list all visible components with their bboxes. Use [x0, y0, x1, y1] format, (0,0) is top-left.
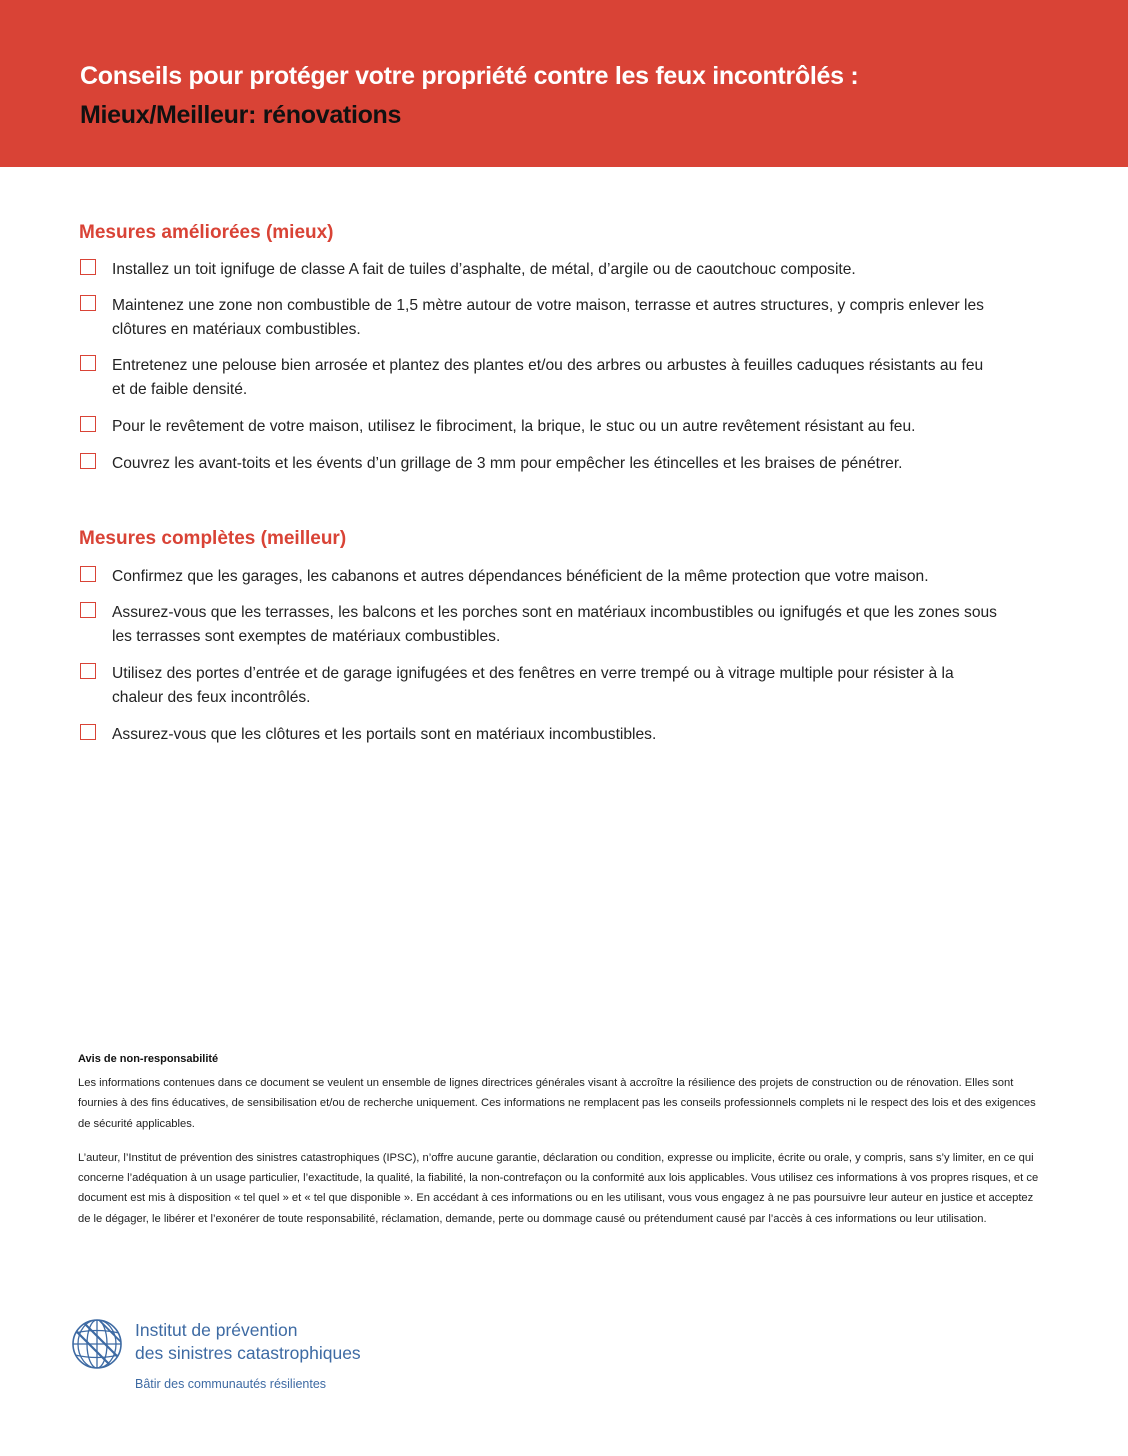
disclaimer-paragraph: L’auteur, l’Institut de prévention des sinistres catastrophiques (IPSC), n’offre aucune garantie, déclaration ou condition, expresse ou implicite, écrite ou orale, y compris, sans s’y limiter, en ce qui concerne l’adéquation à un usage particulier, l’exactitude, la qualité, la fiabilité, la non-contrefaçon ou la conformité aux lois applicables. Vous utilisez ces informations à vos propres risques, et ce document est mis à disposition « tel quel » et « tel que disponible ». En accédant à ces informations ou en les utilisant, vous vous engagez à ne pas poursuivre leur auteur en justice et acceptez de le dégager, le libérer et l’exonérer de toute responsabilité, réclamation, demande, perte ou dommage causé ou prétendument causé par l’accès à ces informations ou leur utilisation. [78, 1151, 1039, 1225]
checklist-item-text: Assurez-vous que les terrasses, les balcons et les porches sont en matériaux incombustibles ou ignifugés et que les zones sous les terrasses sont exemptes de matériaux combustibles. [112, 604, 997, 645]
checklist-item-text: Pour le revêtement de votre maison, utilisez le fibrociment, la brique, le stuc ou un autre revêtement résistant au feu. [112, 418, 916, 435]
checkbox[interactable] [80, 259, 96, 275]
logo-tagline: Bâtir des communautés résilientes [135, 1377, 327, 1391]
checklist-item-text: Assurez-vous que les clôtures et les portails sont en matériaux incombustibles. [112, 726, 657, 743]
disclaimer [78, 1053, 1048, 1243]
checklist-item [80, 294, 1000, 342]
checklist-item [80, 601, 1000, 649]
page-subtitle: Mieux/Meilleur: rénovations [80, 101, 402, 129]
checklist-item [80, 258, 1000, 282]
checklist-item [80, 354, 1000, 402]
checklist-item [80, 723, 1000, 747]
checkbox[interactable] [80, 416, 96, 432]
disclaimer-heading: Avis de non-responsabilité [78, 1053, 219, 1065]
checklist-item-text: Maintenez une zone non combustible de 1,5 mètre autour de votre maison, terrasse et autres structures, y compris enlever les clôtures en matériaux combustibles. [112, 297, 984, 338]
page-title: Conseils pour protéger votre propriété contre les feux incontrôlés : [80, 62, 859, 90]
checkbox[interactable] [80, 566, 96, 582]
logo-name-line1: Institut de prévention [135, 1320, 298, 1340]
logo-name [135, 1319, 455, 1365]
checkbox[interactable] [80, 453, 96, 469]
checklist-mieux [80, 258, 1000, 476]
checklist-item-text: Utilisez des portes d’entrée et de garage ignifugées et des fenêtres en verre trempé ou à vitrage multiple pour résister à la chaleur des feux incontrôlés. [112, 665, 954, 706]
checklist-item [80, 452, 1000, 476]
checkbox[interactable] [80, 355, 96, 371]
checklist-item-text: Confirmez que les garages, les cabanons et autres dépendances bénéficient de la même protection que votre maison. [112, 568, 929, 585]
section-heading-meilleur: Mesures complètes (meilleur) [79, 528, 347, 549]
checklist-item-text: Couvrez les avant-toits et les évents d’un grillage de 3 mm pour empêcher les étincelles et les braises de pénétrer. [112, 455, 903, 472]
header-banner [0, 0, 1128, 167]
logo-name-line2: des sinistres catastrophiques [135, 1343, 361, 1363]
section-heading-mieux: Mesures améliorées (mieux) [79, 222, 334, 243]
checkbox[interactable] [80, 295, 96, 311]
checklist-meilleur [80, 565, 1000, 747]
checklist-item [80, 565, 1000, 589]
checklist-item-text: Installez un toit ignifuge de classe A fait de tuiles d’asphalte, de métal, d’argile ou de caoutchouc composite. [112, 261, 856, 278]
checklist-item-text: Entretenez une pelouse bien arrosée et plantez des plantes et/ou des arbres ou arbustes à feuilles caduques résistants au feu et de faible densité. [112, 357, 984, 398]
checkbox[interactable] [80, 602, 96, 618]
checkbox[interactable] [80, 724, 96, 740]
globe-icon [70, 1317, 124, 1371]
checklist-item [80, 415, 1000, 439]
checkbox[interactable] [80, 663, 96, 679]
checklist-item [80, 662, 1000, 710]
disclaimer-paragraph: Les informations contenues dans ce document se veulent un ensemble de lignes directrices générales visant à accroître la résilience des projets de construction ou de rénovation. Elles sont fournies à des fins éducatives, de sensibilisation et/ou de recherche uniquement. Ces informations ne remplacent pas les conseils professionnels complets ni le respect des lois et des exigences de sécurité applicables. [78, 1077, 1036, 1130]
